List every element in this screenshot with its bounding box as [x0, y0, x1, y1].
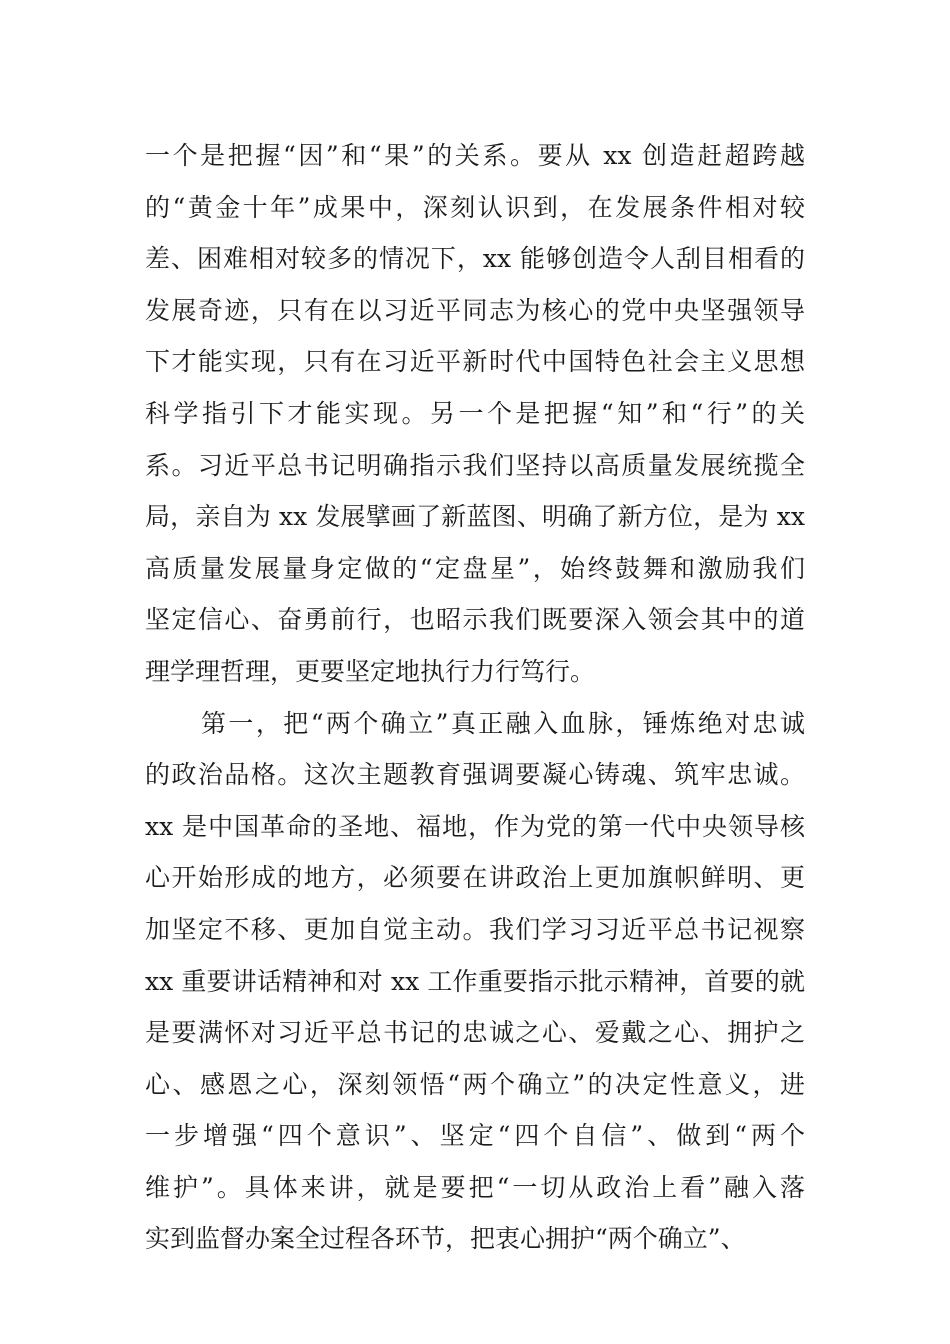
text-line: xx 重要讲话精神和对 xx 工作重要指示批示精神，首要的就 — [145, 966, 805, 996]
text-line: 实到监督办案全过程各环节，把衷心拥护“两个确立”、 — [145, 1224, 746, 1254]
text-line: 第一，把“两个确立”真正融入血脉，锤炼绝对忠诚 — [201, 708, 805, 738]
text-line: 心开始形成的地方，必须要在讲政治上更加旗帜鲜明、更 — [145, 863, 805, 893]
text-line: 差、困难相对较多的情况下，xx 能够创造令人刮目相看的 — [145, 244, 805, 274]
text-line: xx 是中国革命的圣地、福地，作为党的第一代中央领导核 — [145, 811, 805, 841]
text-line: 理学理哲理，更要坚定地执行力行笃行。 — [145, 656, 596, 686]
text-line: 的“黄金十年”成果中，深刻认识到，在发展条件相对较 — [145, 192, 805, 222]
text-line: 一步增强“四个意识”、坚定“四个自信”、做到“两个 — [145, 1121, 805, 1151]
paragraph-2 — [145, 698, 805, 1266]
text-line: 维护”。具体来讲，就是要把“一切从政治上看”融入落 — [145, 1172, 805, 1202]
text-line: 心、感恩之心，深刻领悟“两个确立”的决定性意义，进 — [145, 1069, 805, 1099]
text-line: 的政治品格。这次主题教育强调要凝心铸魂、筑牢忠诚。 — [145, 760, 805, 790]
document-body — [145, 130, 805, 1265]
text-line: 加坚定不移、更加自觉主动。我们学习习近平总书记视察 — [145, 914, 805, 944]
paragraph-1 — [145, 130, 805, 698]
text-line: 坚定信心、奋勇前行，也昭示我们既要深入领会其中的道 — [145, 605, 805, 635]
text-line: 是要满怀对习近平总书记的忠诚之心、爱戴之心、拥护之 — [145, 1018, 805, 1048]
text-line: 系。习近平总书记明确指示我们坚持以高质量发展统揽全 — [145, 450, 805, 480]
text-line: 科学指引下才能实现。另一个是把握“知”和“行”的关 — [145, 398, 805, 428]
text-line: 高质量发展量身定做的“定盘星”，始终鼓舞和激励我们 — [145, 553, 805, 583]
text-line: 一个是把握“因”和“果”的关系。要从 xx 创造赶超跨越 — [145, 141, 805, 170]
text-line: 局，亲自为 xx 发展擘画了新蓝图、明确了新方位，是为 xx — [145, 502, 805, 532]
text-line: 下才能实现，只有在习近平新时代中国特色社会主义思想 — [145, 347, 805, 377]
text-line: 发展奇迹，只有在以习近平同志为核心的党中央坚强领导 — [145, 295, 805, 325]
